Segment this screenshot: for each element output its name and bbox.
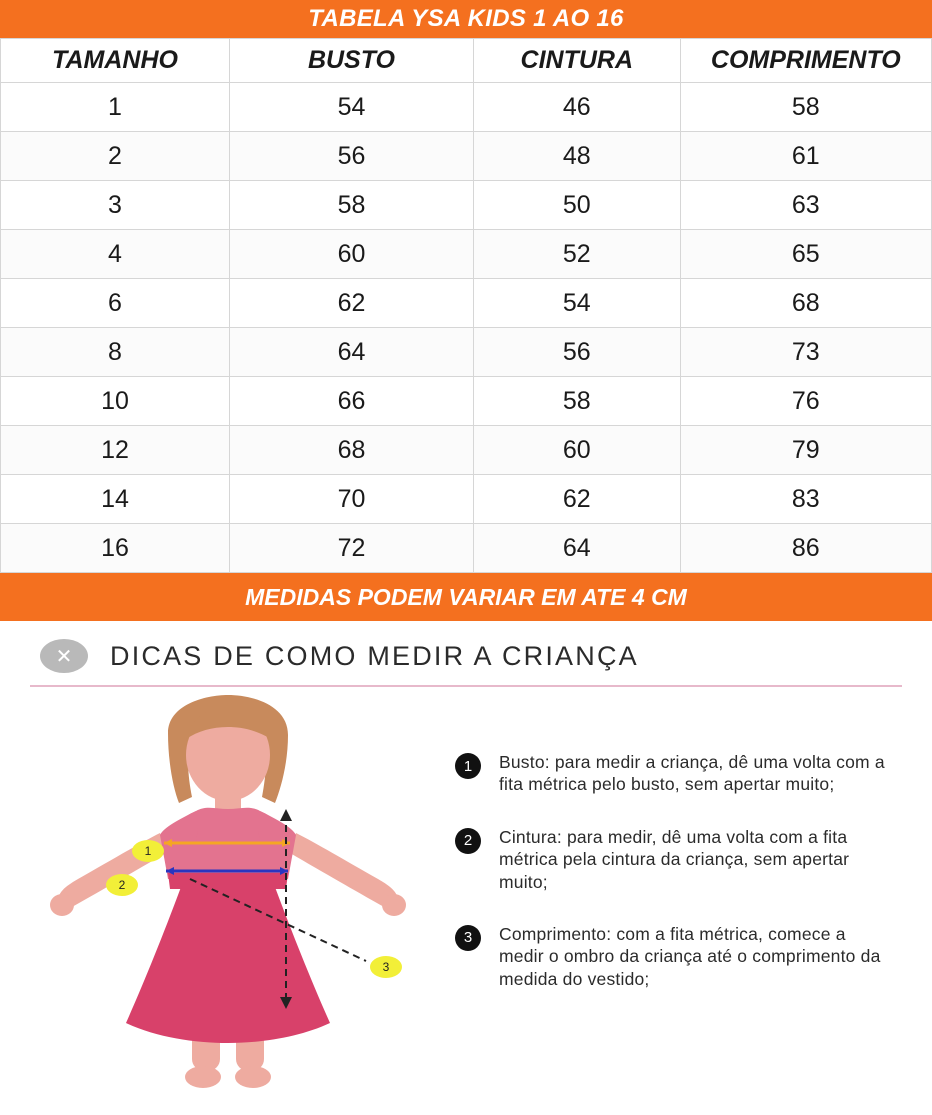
cell-tamanho: 3 (1, 181, 230, 230)
cell-busto: 64 (230, 328, 474, 377)
column-header-busto: BUSTO (230, 39, 474, 83)
cell-comprimento: 63 (680, 181, 931, 230)
column-header-tamanho: TAMANHO (1, 39, 230, 83)
cell-comprimento: 73 (680, 328, 931, 377)
tip-text: Cintura: para medir, dê uma volta com a fita métrica pela cintura da criança, sem apertar muito; (499, 826, 850, 892)
tip-number-badge: 2 (455, 828, 481, 854)
table-row (1, 475, 932, 524)
cell-cintura: 54 (473, 279, 680, 328)
cell-busto: 66 (230, 377, 474, 426)
table-row (1, 426, 932, 475)
cell-tamanho: 6 (1, 279, 230, 328)
cell-cintura: 52 (473, 230, 680, 279)
tip-text: Busto: para medir a criança, dê uma volta com a fita métrica pelo busto, sem apertar muito; (499, 752, 885, 795)
child-illustration (0, 693, 455, 1088)
cell-cintura: 58 (473, 377, 680, 426)
column-header-cintura: CINTURA (473, 39, 680, 83)
list-item (455, 923, 912, 990)
cell-comprimento: 61 (680, 132, 931, 181)
cell-cintura: 48 (473, 132, 680, 181)
cell-tamanho: 16 (1, 524, 230, 573)
cell-cintura: 50 (473, 181, 680, 230)
cell-tamanho: 4 (1, 230, 230, 279)
cell-busto: 68 (230, 426, 474, 475)
cell-cintura: 60 (473, 426, 680, 475)
tips-list (455, 693, 932, 1093)
cell-comprimento: 83 (680, 475, 931, 524)
cell-comprimento: 86 (680, 524, 931, 573)
cell-tamanho: 2 (1, 132, 230, 181)
cell-busto: 60 (230, 230, 474, 279)
cell-cintura: 62 (473, 475, 680, 524)
tips-section (0, 621, 932, 1098)
column-header-comprimento: COMPRIMENTO (680, 39, 931, 83)
svg-text:1: 1 (144, 844, 152, 858)
cell-cintura: 46 (473, 83, 680, 132)
cell-busto: 54 (230, 83, 474, 132)
measurement-note: MEDIDAS PODEM VARIAR EM ATE 4 CM (0, 573, 932, 621)
table-row (1, 181, 932, 230)
cell-comprimento: 76 (680, 377, 931, 426)
table-row (1, 328, 932, 377)
cell-comprimento: 79 (680, 426, 931, 475)
table-row (1, 83, 932, 132)
cell-busto: 56 (230, 132, 474, 181)
tip-number-badge: 3 (455, 925, 481, 951)
table-row (1, 377, 932, 426)
cell-cintura: 56 (473, 328, 680, 377)
cell-busto: 72 (230, 524, 474, 573)
cell-comprimento: 65 (680, 230, 931, 279)
cell-tamanho: 12 (1, 426, 230, 475)
svg-text:3: 3 (382, 960, 390, 974)
cell-busto: 70 (230, 475, 474, 524)
tip-number-badge: 1 (455, 753, 481, 779)
tips-header (0, 621, 932, 673)
table-row (1, 279, 932, 328)
svg-text:2: 2 (118, 878, 126, 892)
tips-title: DICAS DE COMO MEDIR A CRIANÇA (110, 640, 639, 671)
cell-busto: 62 (230, 279, 474, 328)
cell-comprimento: 68 (680, 279, 931, 328)
cell-tamanho: 8 (1, 328, 230, 377)
cell-tamanho: 14 (1, 475, 230, 524)
cell-busto: 58 (230, 181, 474, 230)
table-row (1, 524, 932, 573)
table-header-row (1, 39, 932, 83)
cell-cintura: 64 (473, 524, 680, 573)
cell-comprimento: 58 (680, 83, 931, 132)
list-item (455, 751, 912, 796)
child-figure (0, 693, 455, 1093)
close-icon: ✕ (40, 639, 88, 673)
cell-tamanho: 1 (1, 83, 230, 132)
table-row (1, 132, 932, 181)
divider (30, 685, 902, 687)
cell-tamanho: 10 (1, 377, 230, 426)
table-row (1, 230, 932, 279)
tips-body (0, 693, 932, 1093)
tip-text: Comprimento: com a fita métrica, comece a medir o ombro da criança até o comprimento da medida do vestido; (499, 923, 881, 989)
page-title: TABELA YSA KIDS 1 AO 16 (0, 0, 932, 38)
size-table (0, 38, 932, 573)
list-item (455, 826, 912, 893)
